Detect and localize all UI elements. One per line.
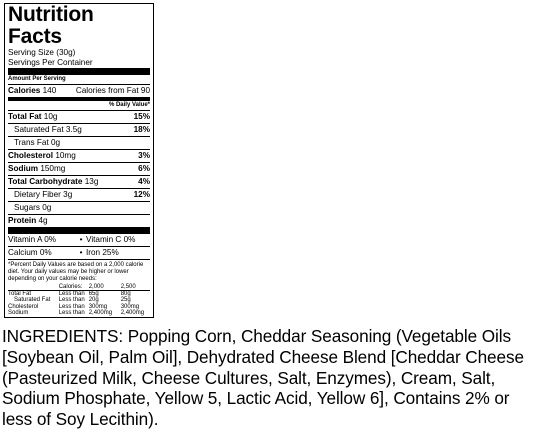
dv-header-cell: 2,500 (120, 283, 136, 290)
saturated-fat-percent: 18% (133, 125, 150, 134)
vitamin-row (8, 234, 150, 246)
dv-cell: 80g (120, 291, 131, 298)
dv-cell: 65g (88, 291, 99, 298)
dv-cell (59, 317, 89, 318)
label-title: Nutrition Facts (8, 3, 94, 48)
dv-header-cell: 2,000 (88, 283, 104, 290)
total-fat-amount: 10g (43, 112, 58, 121)
dv-cell: Cholesterol (8, 303, 39, 310)
saturated-fat-row (8, 123, 150, 136)
ingredients-text: INGREDIENTS: Popping Corn, Cheddar Seasoning (Vegetable Oils [Soybean Oil, Palm Oil], Dehydrated Cheese Blend [Cheddar Cheese (Pasteurized Milk, Cheese Cultures, Salt, Enzymes), Cream, Salt, Sodium Phosphate, Yellow 5, Lactic Acid, Yellow 6], Contains 2% or less of Soy Lecithin). (2, 326, 524, 430)
carbohydrate-percent: 4% (138, 177, 150, 186)
dv-cell (8, 317, 59, 318)
cholesterol-amount: 10mg (55, 151, 76, 160)
dv-cell (89, 317, 121, 318)
servings-per-container: Servings Per Container (8, 57, 93, 67)
iron: Iron 25% (86, 248, 119, 257)
sugars-row (8, 201, 150, 214)
sodium-percent: 6% (138, 164, 150, 173)
footnote: *Percent Daily Values are based on a 2,000 calorie diet. Your daily values may be higher or lower depending on your calorie needs: (8, 262, 144, 283)
dv-cell: Less than (58, 310, 85, 317)
dv-cell: 2,400mg (88, 310, 113, 317)
total-fat-percent: 15% (133, 112, 150, 121)
cholesterol-label: Cholesterol (8, 151, 54, 160)
trans-fat-row (8, 136, 150, 149)
sodium-row (8, 162, 150, 175)
saturated-fat-label: Saturated Fat 3.5g (14, 125, 82, 134)
total-fat-row (8, 110, 150, 123)
dv-header-cell: Calories: (58, 283, 83, 290)
calcium: Calcium 0% (8, 248, 52, 257)
dietary-fiber-row (8, 188, 150, 201)
dv-cell (121, 317, 150, 318)
protein-amount: 4g (38, 216, 48, 225)
thick-divider (8, 68, 150, 75)
dv-cell: 300mg (120, 303, 140, 310)
daily-value-header: % Daily Value* (108, 102, 150, 108)
carbohydrate-label: Total Carbohydrate (8, 177, 83, 186)
vitamin-a: Vitamin A 0% (8, 235, 57, 244)
dietary-fiber-percent: 12% (133, 190, 150, 199)
dv-cell: 25g (120, 297, 131, 304)
amount-per-serving: Amount Per Serving (8, 76, 66, 82)
dv-cell: Less than (58, 303, 85, 310)
cholesterol-percent: 3% (138, 151, 150, 160)
calories-row (8, 84, 150, 97)
vitamin-c: Vitamin C 0% (86, 235, 136, 244)
cholesterol-row (8, 149, 150, 162)
sugars-label: Sugars 0g (14, 203, 52, 212)
calories-label: Calories (8, 86, 41, 95)
mineral-row (8, 246, 150, 259)
dv-cell: 20g (88, 297, 99, 304)
thick-divider-2 (8, 227, 150, 234)
trans-fat-label: Trans Fat 0g (14, 138, 61, 147)
dv-table-row (8, 317, 150, 318)
bullet: • (79, 248, 83, 257)
dv-cell: 2,400mg (120, 310, 145, 317)
dietary-fiber-label: Dietary Fiber 3g (14, 190, 73, 199)
carbohydrate-amount: 13g (84, 177, 99, 186)
daily-value-table (8, 284, 150, 318)
dv-cell: Less than (58, 297, 85, 304)
bullet: • (79, 235, 83, 244)
calories-value: 140 (42, 86, 57, 95)
nutrition-facts-label (4, 3, 154, 318)
dv-cell: Less than (58, 291, 85, 298)
total-fat-label: Total Fat (8, 112, 42, 121)
protein-row (8, 214, 150, 227)
dv-cell: 300mg (88, 303, 108, 310)
sodium-label: Sodium (8, 164, 39, 173)
sodium-amount: 150mg (40, 164, 66, 173)
carbohydrate-row (8, 175, 150, 188)
dv-cell: Sodium (8, 310, 29, 317)
protein-label: Protein (8, 216, 37, 225)
calories-from-fat: Calories from Fat 90 (75, 86, 150, 95)
dv-cell: Saturated Fat (14, 297, 51, 304)
dv-table-row (8, 297, 150, 303)
serving-size: Serving Size (30g) (8, 48, 76, 57)
dv-cell: Total Fat (8, 291, 32, 298)
